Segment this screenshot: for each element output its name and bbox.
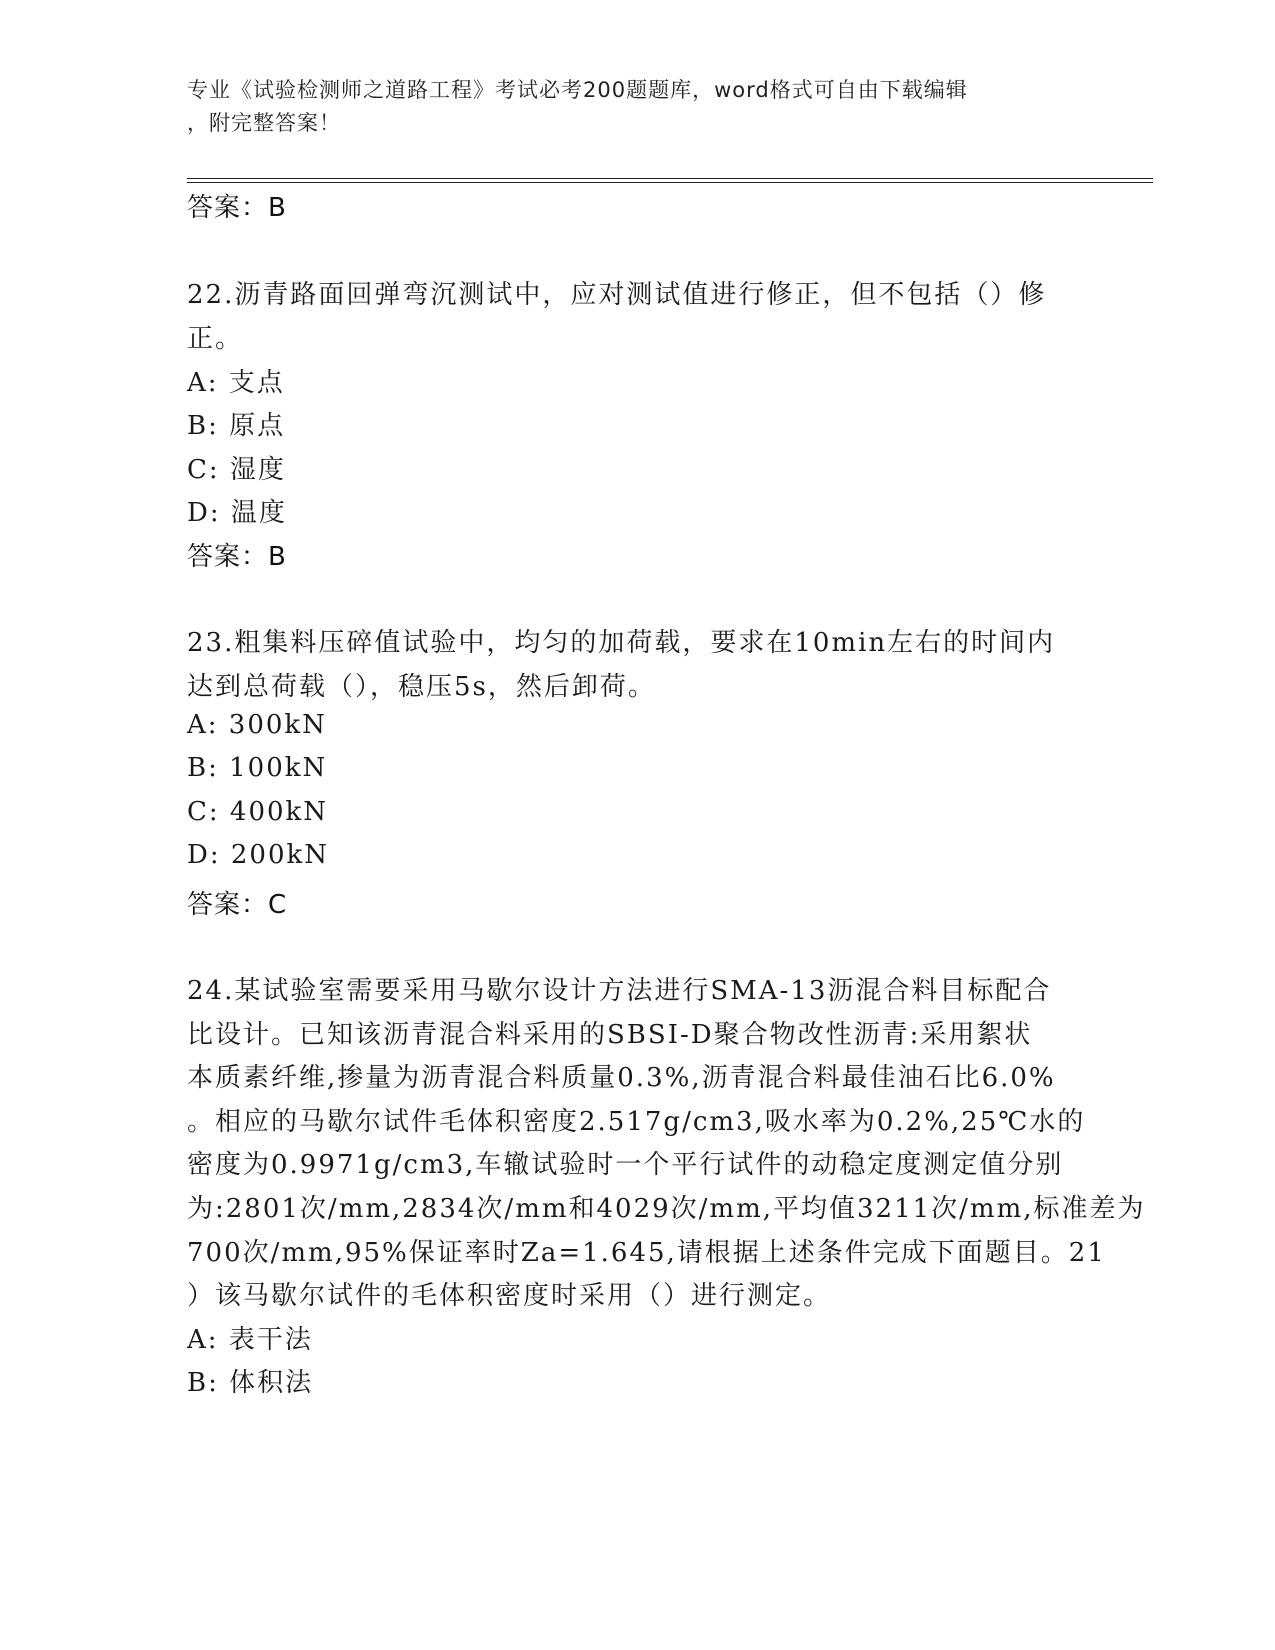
- question-22-option-b: B: 原点: [187, 411, 286, 441]
- header-title-line-1: 专业《试验检测师之道路工程》考试必考200题题库，word格式可自由下载编辑: [187, 78, 968, 102]
- question-24-text-line-3: 本质素纤维,掺量为沥青混合料质量0.3%,沥青混合料最佳油石比6.0%: [187, 1063, 1056, 1093]
- question-23-option-b: B: 100kN: [187, 753, 328, 783]
- question-23-option-a: A: 300kN: [187, 710, 327, 740]
- question-24-text-line-5: 密度为0.9971g/cm3,车辙试验时一个平行试件的动稳定度测定值分别: [187, 1150, 1064, 1180]
- question-23-text-line-2: 达到总荷载（），稳压5s，然后卸荷。: [187, 672, 656, 702]
- question-22-option-d: D: 温度: [187, 498, 287, 528]
- header-divider-bottom: [187, 182, 1153, 183]
- question-24-text-line-8: ）该马歇尔试件的毛体积密度时采用（）进行测定。: [187, 1281, 832, 1311]
- question-23-answer: 答案：C: [187, 890, 288, 920]
- header-divider-top: [187, 178, 1153, 179]
- question-23-option-d: D: 200kN: [187, 840, 330, 870]
- question-22-text-line-1: 22.沥青路面回弹弯沉测试中，应对测试值进行修正，但不包括（）修: [187, 280, 1047, 310]
- question-24-option-b: B: 体积法: [187, 1368, 314, 1398]
- question-23-text-line-1: 23.粗集料压碎值试验中，均匀的加荷载，要求在10min左右的时间内: [187, 628, 1056, 658]
- document-header: [187, 74, 1067, 140]
- question-22-text-line-2: 正。: [187, 324, 244, 354]
- header-title-line-2: ，附完整答案！: [187, 111, 341, 135]
- question-24-text-line-2: 比设计。已知该沥青混合料采用的SBSI-D聚合物改性沥青:采用絮状: [187, 1020, 1033, 1050]
- previous-answer: 答案：B: [187, 193, 287, 223]
- question-24-text-line-6: 为:2801次/mm,2834次/mm和4029次/mm,平均值3211次/mm,标准差为: [187, 1194, 1146, 1224]
- question-24-text-line-7: 700次/mm,95%保证率时Za=1.645,请根据上述条件完成下面题目。21: [187, 1238, 1106, 1268]
- question-24-text-line-1: 24.某试验室需要采用马歇尔设计方法进行SMA-13沥混合料目标配合: [187, 976, 1052, 1006]
- question-24-option-a: A: 表干法: [187, 1325, 313, 1355]
- question-22-option-c: C: 湿度: [187, 455, 286, 485]
- question-24-text-line-4: 。相应的马歇尔试件毛体积密度2.517g/cm3,吸水率为0.2%,25℃水的: [187, 1107, 1086, 1137]
- question-22-answer: 答案：B: [187, 542, 287, 572]
- question-23-option-c: C: 400kN: [187, 797, 329, 827]
- question-22-option-a: A: 支点: [187, 368, 285, 398]
